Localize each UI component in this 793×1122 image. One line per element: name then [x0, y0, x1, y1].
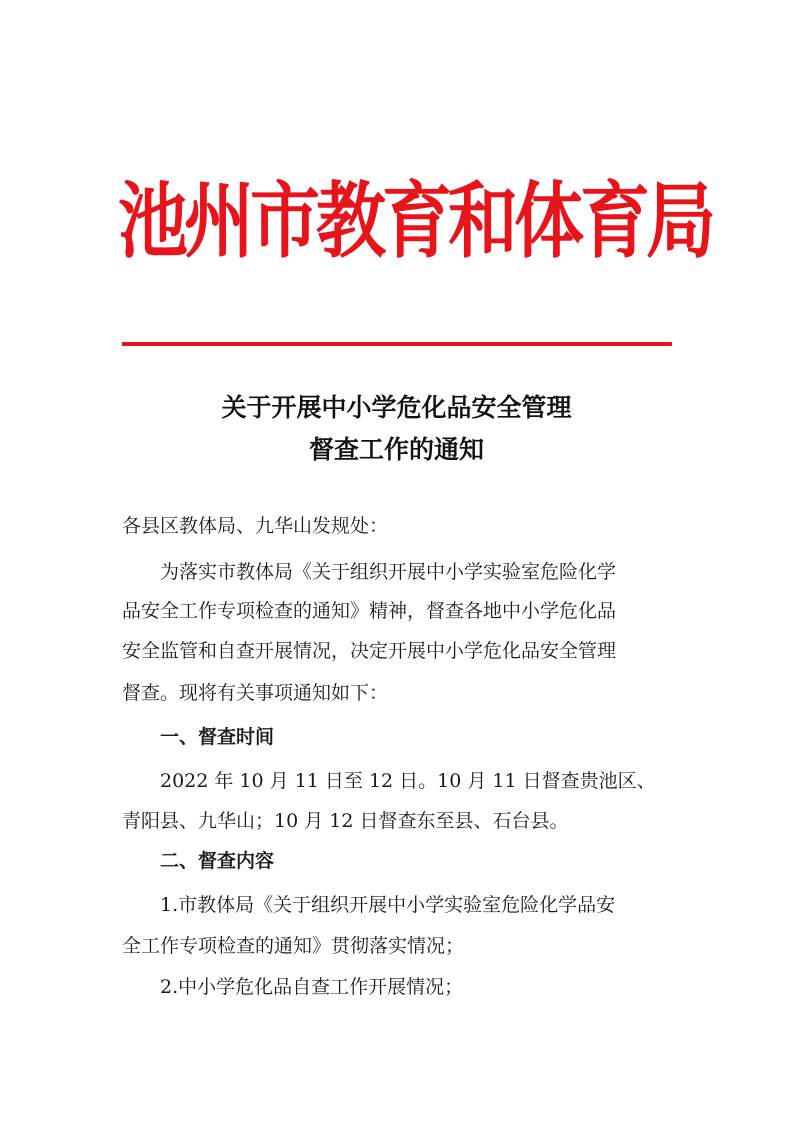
content-item-1-line: 全工作专项检查的通知》贯彻落实情况； [122, 935, 465, 957]
intro-paragraph-line: 督查。现将有关事项通知如下： [122, 682, 389, 704]
content-item-1-line: 1.市教体局《关于组织开展中小学实验室危险化学品安 [160, 894, 616, 916]
section-time-line: 青阳县、九华山；10 月 12 日督查东至县、石台县。 [122, 810, 569, 832]
section-time-line: 2022 年 10 月 11 日至 12 日。10 月 11 日督查贵池区、 [160, 770, 656, 792]
intro-paragraph-line: 为落实市教体局《关于组织开展中小学实验室危险化学 [160, 561, 617, 583]
red-divider-rule [122, 342, 672, 346]
intro-paragraph-line: 品安全工作专项检查的通知》精神，督查各地中小学危化品 [122, 600, 617, 622]
document-title-line-1: 关于开展中小学危化品安全管理 [221, 393, 572, 422]
document-title-line-2: 督查工作的通知 [308, 435, 484, 464]
section-heading-content: 二、督查内容 [160, 850, 275, 872]
section-heading-time: 一、督查时间 [160, 726, 275, 748]
intro-paragraph-line: 安全监管和自查开展情况，决定开展中小学危化品安全管理 [122, 640, 617, 662]
content-item-2-line: 2.中小学危化品自查工作开展情况； [160, 976, 464, 998]
addressee-line: 各县区教体局、九华山发规处： [122, 515, 389, 537]
organization-header: 池州市教育和体育局 [118, 171, 712, 270]
